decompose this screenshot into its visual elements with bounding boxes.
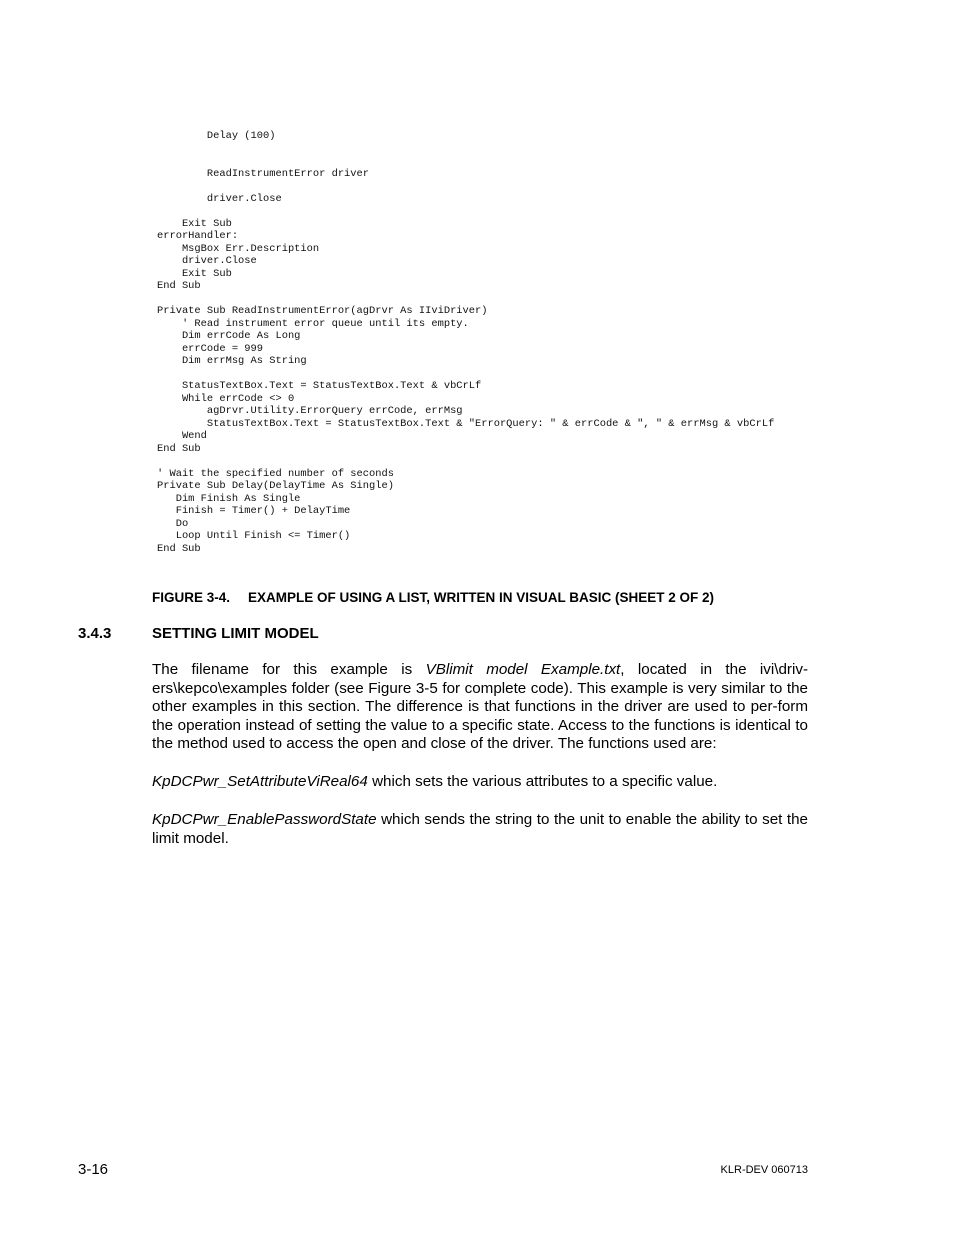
function-name-1: KpDCPwr_SetAttributeViReal64: [152, 773, 368, 790]
document-id: KLR-DEV 060713: [720, 1164, 808, 1176]
code-line: driver.Close: [157, 192, 282, 205]
filename-text: VBlimit model Example.txt: [425, 661, 621, 678]
function-text-1: which sets the various attributes to a specific value.: [367, 773, 718, 790]
section-title: SETTING LIMIT MODEL: [152, 625, 319, 642]
code-line: Loop Until Finish <= Timer(): [157, 530, 351, 542]
code-line: End Sub: [157, 280, 201, 292]
code-line: [157, 155, 774, 168]
code-line: Finish = Timer() + DelayTime: [157, 505, 351, 517]
code-line: agDrvr.Utility.ErrorQuery errCode, errMsg: [157, 405, 463, 417]
function-text-2: which sends the string to the unit to enable the ability to set the limit model.: [152, 811, 808, 847]
code-line: [157, 455, 774, 468]
code-line: Dim errCode As Long: [157, 330, 301, 342]
code-line: Do: [157, 517, 189, 530]
code-line: Dim Finish As Single: [157, 492, 301, 505]
code-line: While errCode <> 0: [157, 392, 295, 405]
code-line: End Sub: [157, 542, 201, 555]
code-line: Private Sub ReadInstrumentError(agDrvr As IIviDriver): [157, 305, 488, 317]
code-line: driver.Close: [157, 255, 257, 267]
code-line: Exit Sub: [157, 217, 232, 230]
code-line: Exit Sub: [157, 267, 232, 280]
code-line: ' Wait the specified number of seconds: [157, 467, 394, 480]
code-line: Dim errMsg As String: [157, 355, 307, 367]
code-line: ' Read instrument error queue until its empty.: [157, 317, 469, 330]
section-heading: [78, 625, 319, 642]
function-name-2: KpDCPwr_EnablePasswordState: [152, 811, 377, 828]
intro-text-start: The filename for this example is: [152, 661, 426, 678]
code-line: MsgBox Err.Description: [157, 242, 320, 255]
section-number: 3.4.3: [78, 625, 112, 642]
code-line: Private Sub Delay(DelayTime As Single): [157, 480, 394, 492]
function-description-2: [152, 811, 808, 848]
code-line: errorHandler:: [157, 230, 239, 242]
code-line: [157, 293, 774, 306]
code-line: ReadInstrumentError driver: [157, 167, 370, 180]
code-line: errCode = 999: [157, 342, 264, 355]
code-line: [157, 143, 774, 156]
intro-text-end: , located in the ivi\driv-ers\kepco\examples folder (see Figure 3-5 for complete code). This example is very similar to the other examples in this section. The difference is that functions in the driver are used to per-form the operation instead of setting the value to a specific state. Access to the functions is identical to the method used to access the open and close of the driver. The functions used are:: [152, 661, 808, 753]
code-line: [157, 180, 774, 193]
page-number: 3-16: [78, 1161, 109, 1178]
code-line: StatusTextBox.Text = StatusTextBox.Text & vbCrLf: [157, 380, 482, 392]
code-listing: [157, 130, 774, 555]
code-line: End Sub: [157, 442, 201, 455]
function-description-1: [152, 773, 808, 792]
code-line: StatusTextBox.Text = StatusTextBox.Text & "ErrorQuery: " & errCode & ", " & errMsg & vbCrLf: [157, 417, 775, 430]
code-line: [157, 368, 774, 381]
figure-caption: [152, 590, 714, 605]
figure-number: FIGURE 3-4.: [152, 590, 231, 605]
code-line: Wend: [157, 430, 207, 442]
code-line: Delay (100): [157, 130, 276, 142]
figure-title: EXAMPLE OF USING A LIST, WRITTEN IN VISUAL BASIC (SHEET 2 OF 2): [248, 590, 715, 605]
intro-paragraph: [152, 661, 808, 754]
code-line: [157, 205, 774, 218]
